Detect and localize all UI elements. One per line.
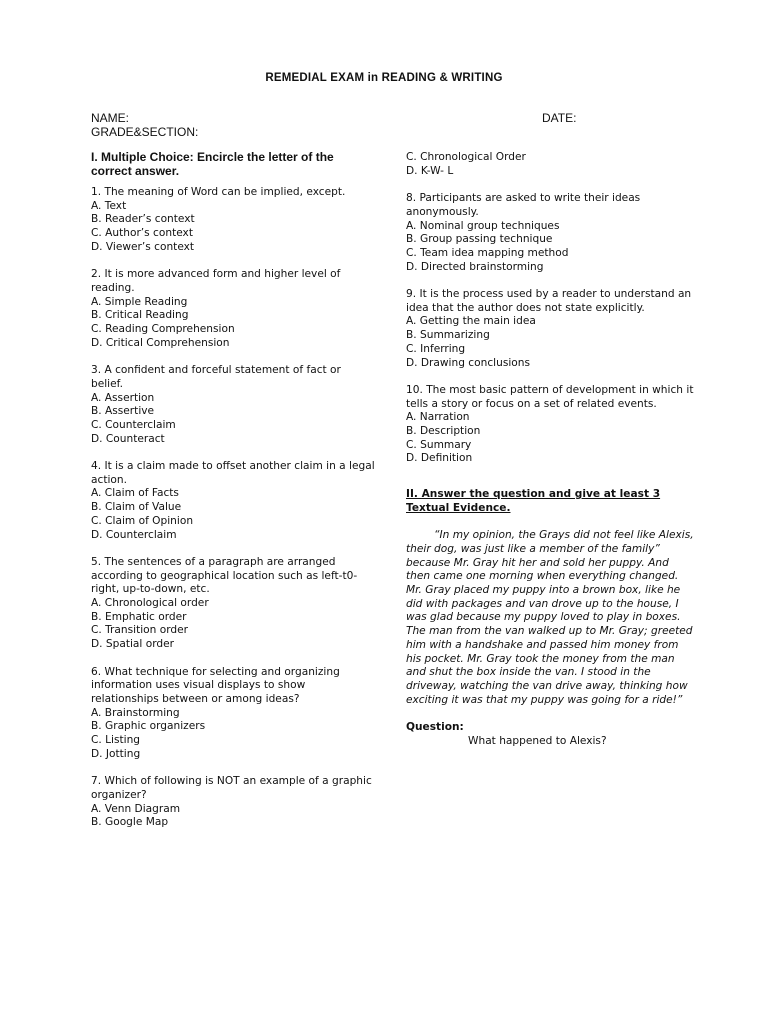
answer-option[interactable]: D. Counteract [91, 432, 165, 445]
part2-heading: II. Answer the question and give at least 3 Textual Evidence. [406, 488, 661, 514]
answer-option[interactable]: B. Graphic organizers [91, 720, 206, 733]
answer-option[interactable]: D. Definition [406, 452, 473, 465]
question-stem: 10. The most basic pattern of development in which it tells a story or focus on a set of related events. [406, 383, 694, 410]
answer-option[interactable]: A. Getting the main idea [406, 315, 536, 328]
question-item [91, 460, 376, 542]
answer-option[interactable]: C. Listing [91, 734, 141, 747]
question-item [406, 288, 696, 370]
name-label: NAME: [91, 111, 130, 125]
exam-title: REMEDIAL EXAM in READING & WRITING [265, 72, 503, 84]
question-stem: 1. The meaning of Word can be implied, except. [91, 186, 346, 198]
answer-option[interactable]: B. Summarizing [406, 329, 490, 342]
answer-option[interactable]: C. Claim of Opinion [91, 514, 194, 527]
answer-option[interactable]: C. Counterclaim [91, 418, 176, 431]
option: D. K-W- L [406, 164, 454, 177]
answer-option[interactable]: A. Nominal group techniques [406, 219, 560, 232]
question-item [91, 556, 376, 652]
answer-option[interactable]: A. Narration [406, 411, 470, 424]
question-stem: 3. A confident and forceful statement of fact or belief. [91, 364, 341, 390]
answer-option[interactable]: C. Reading Comprehension [91, 323, 235, 336]
question-stem: 2. It is more advanced form and higher level of reading. [91, 268, 341, 294]
answer-option[interactable]: D. Critical Comprehension [91, 336, 230, 349]
answer-option[interactable]: B. Critical Reading [91, 309, 189, 322]
answer-option[interactable]: A. Simple Reading [91, 295, 188, 308]
question-item [91, 186, 376, 255]
answer-option[interactable]: D. Viewer’s context [91, 240, 195, 253]
right-questions [406, 192, 696, 466]
answer-option[interactable]: B. Group passing technique [406, 233, 553, 246]
answer-option[interactable]: A. Claim of Facts [91, 487, 179, 500]
answer-option[interactable]: B. Description [406, 425, 481, 438]
answer-option[interactable]: D. Drawing conclusions [406, 356, 530, 369]
answer-option[interactable]: D. Counterclaim [91, 528, 177, 541]
answer-option[interactable]: B. Reader’s context [91, 213, 195, 226]
answer-option[interactable]: C. Summary [406, 438, 472, 451]
answer-option[interactable]: C. Team idea mapping method [406, 246, 569, 259]
question-stem: 8. Participants are asked to write their ideas anonymously. [406, 192, 641, 218]
question-item [91, 666, 376, 762]
answer-option[interactable]: A. Chronological order [91, 597, 209, 610]
question-stem: 6. What technique for selecting and organizing information uses visual displays to show relationships between or among ideas? [91, 665, 340, 705]
question-stem: 5. The sentences of a paragraph are arranged according to geographical location such as left-t0-right, up-to-down, etc. [91, 555, 358, 596]
question-item [406, 384, 696, 466]
question-item [406, 192, 696, 274]
answer-option[interactable]: A. Text [91, 199, 127, 212]
question-stem: 7. Which of following is NOT an example of a graphic organizer? [91, 775, 372, 801]
answer-option[interactable]: D. Directed brainstorming [406, 260, 544, 273]
passage-text: “In my opinion, the Grays did not feel like Alexis, their dog, was just like a member of the family” because Mr. Gray hit her and sold her puppy. And then came one morning when everything changed. Mr. Gray placed my puppy into a brown box, like he did with packages and van drove up to the house, I was glad because my puppy loved to play in boxes. The man from the van walked up to Mr. Gray; greeted him with a handshake and passed him money from his pocket. Mr. Gray took the money from the man and shut the box inside the van. I stood in the driveway, watching the van drive away, thinking how exciting it was that my puppy was going for a ride!” [406, 529, 694, 706]
answer-option[interactable]: D. Jotting [91, 747, 141, 760]
answer-option[interactable]: B. Google Map [91, 816, 169, 829]
answer-option[interactable]: D. Spatial order [91, 638, 174, 651]
answer-option[interactable]: A. Brainstorming [91, 706, 180, 719]
answer-option[interactable]: C. Transition order [91, 624, 188, 637]
option: C. Chronological Order [406, 151, 526, 163]
date-label: DATE: [542, 111, 577, 125]
question-label: Question: [406, 721, 464, 734]
answer-option[interactable]: A. Assertion [91, 391, 155, 404]
part1-heading: I. Multiple Choice: Encircle the letter of the correct answer. [91, 150, 334, 178]
answer-option[interactable]: B. Emphatic order [91, 610, 187, 623]
answer-option[interactable]: B. Claim of Value [91, 501, 182, 514]
question-item [91, 364, 376, 446]
question-item [91, 268, 376, 350]
question-stem: 9. It is the process used by a reader to understand an idea that the author does not state explicitly. [406, 288, 692, 314]
grade-section-label: GRADE&SECTION: [91, 125, 199, 139]
question-text: What happened to Alexis? [468, 734, 607, 747]
question-item [91, 775, 376, 830]
answer-option[interactable]: B. Assertive [91, 405, 155, 418]
left-column [91, 186, 376, 844]
question-7-continuation [406, 151, 696, 178]
question-stem: 4. It is a claim made to offset another claim in a legal action. [91, 460, 375, 486]
answer-option[interactable]: C. Inferring [406, 342, 466, 355]
answer-option[interactable]: C. Author’s context [91, 227, 193, 240]
answer-option[interactable]: A. Venn Diagram [91, 802, 181, 815]
right-column [406, 151, 696, 748]
